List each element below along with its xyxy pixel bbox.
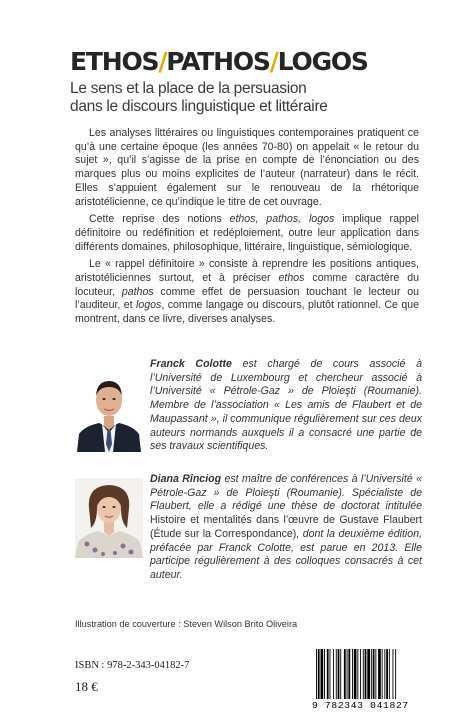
woman-portrait-icon xyxy=(75,478,143,558)
title-slash-2: / xyxy=(269,47,278,76)
book-title xyxy=(70,47,368,77)
author-bio-franck-colotte: Franck Colotte est chargé de cours associé à l’Université de Luxembourg et chercheur associé à l’Université « Pétrole-Gaz » de Ploieşti (Roumanie). Membre de l’association « Les amis de Flaubert et de Maupassant », il communique régulièrement sur ces deux auteurs normands auxquels il a consacré une partie de ses travaux scientifiques. xyxy=(150,358,422,453)
isbn-label: ISBN : 978-2-343-04182-7 xyxy=(75,660,190,671)
summary-text xyxy=(75,127,419,331)
barcode-bar xyxy=(347,649,348,699)
title-ethos: ETHOS xyxy=(70,47,159,76)
barcode-bar xyxy=(367,649,370,699)
barcode-bar xyxy=(384,649,385,699)
summary-paragraph-2: Cette reprise des notions ethos, pathos, logos implique rappel définitoire ou redéfinition et redéploiement, outre leur application dans différents domaines, philosophique, littéraire, linguistique, sémiologique. xyxy=(75,213,419,253)
barcode-bar xyxy=(324,649,325,699)
author-name: Franck Colotte xyxy=(150,358,232,370)
man-portrait-icon xyxy=(75,372,143,452)
barcode-bar xyxy=(395,649,396,699)
subtitle-line-2: dans le discours linguistique et littéraire xyxy=(70,98,328,115)
title-slash-1: / xyxy=(158,47,167,76)
author-photo-franck-colotte xyxy=(75,372,143,452)
barcode-bar xyxy=(354,649,357,699)
barcode-bar xyxy=(389,649,390,699)
barcode-number: 9 782343 041827 xyxy=(312,700,428,711)
barcode-bar xyxy=(365,649,367,699)
barcode-bar xyxy=(373,649,375,699)
barcode-bar xyxy=(386,649,388,699)
barcode-bar xyxy=(338,649,340,699)
summary-paragraph-3: Le « rappel définitoire » consiste à reprendre les positions antiques, aristotéliciennes surtout, et à préciser ethos comme caractère du locuteur, pathos comme effet de persuasion touchant le lecteur ou l’auditeur, et logos, comme langage ou discours, plutôt rationnel. Ce que montrent, dans ce livre, diverses analyses. xyxy=(75,258,419,326)
author-name: Diana Rînciog xyxy=(150,473,222,485)
barcode-bar xyxy=(340,649,341,699)
barcode-bar xyxy=(330,649,331,699)
barcode-bar xyxy=(378,649,381,699)
barcode-bar xyxy=(336,649,337,699)
barcode-bar xyxy=(375,649,376,699)
title-pathos: PATHOS xyxy=(166,47,270,76)
title-logos: LOGOS xyxy=(277,47,368,76)
barcode-bar xyxy=(348,649,350,699)
barcode-bar xyxy=(316,649,317,699)
barcode-bar xyxy=(363,649,364,699)
barcode-bar xyxy=(327,649,329,699)
author-bio-diana-rinciog: Diana Rînciog est maître de conférences à l’Université « Pétrole-Gaz » de Ploieşti (Roumanie). Spécialiste de Flaubert, elle a rédigé une thèse de doctorat intitulée Histoire et mentalités dans l’œuvre de Gustave Flaubert (Étude sur la Correspondance), dont la deuxième édition, préfacée par Franck Colotte, est parue en 2013. Elle participe régulièrement à des colloques consacrés à cet auteur. xyxy=(150,473,422,581)
barcode-bar xyxy=(321,649,324,699)
author-photo-diana-rinciog xyxy=(75,478,143,558)
summary-paragraph-1: Les analyses littéraires ou linguistiques contemporaines pratiquent ce qu’à une certaine époque (les années 70-80) on appelait « le retour du sujet », qu’il s’agisse de la prise en compte de l’énonciation ou des marques plus ou moins explicites de l’auteur (narrateur) dans le récit. Elles s’appuient également sur le renouveau de la rhétorique aristotélicienne, ce qu’indique le titre de cet ouvrage. xyxy=(75,127,419,208)
illustration-credit: Illustration de couverture : Steven Wilson Brito Oliveira xyxy=(75,619,298,629)
barcode-bar xyxy=(371,649,372,699)
subtitle-line-1: Le sens et la place de la persuasion xyxy=(70,80,307,97)
barcode-bar xyxy=(360,649,361,699)
barcode-bar xyxy=(352,649,353,699)
price-label: 18 € xyxy=(75,679,98,694)
barcode-bar xyxy=(393,649,394,699)
book-subtitle xyxy=(70,80,400,116)
barcode-bar xyxy=(344,649,346,699)
barcode-bar xyxy=(318,649,320,699)
barcode-bar xyxy=(357,649,358,699)
barcode-bar xyxy=(333,649,334,699)
barcode-bar xyxy=(382,649,383,699)
